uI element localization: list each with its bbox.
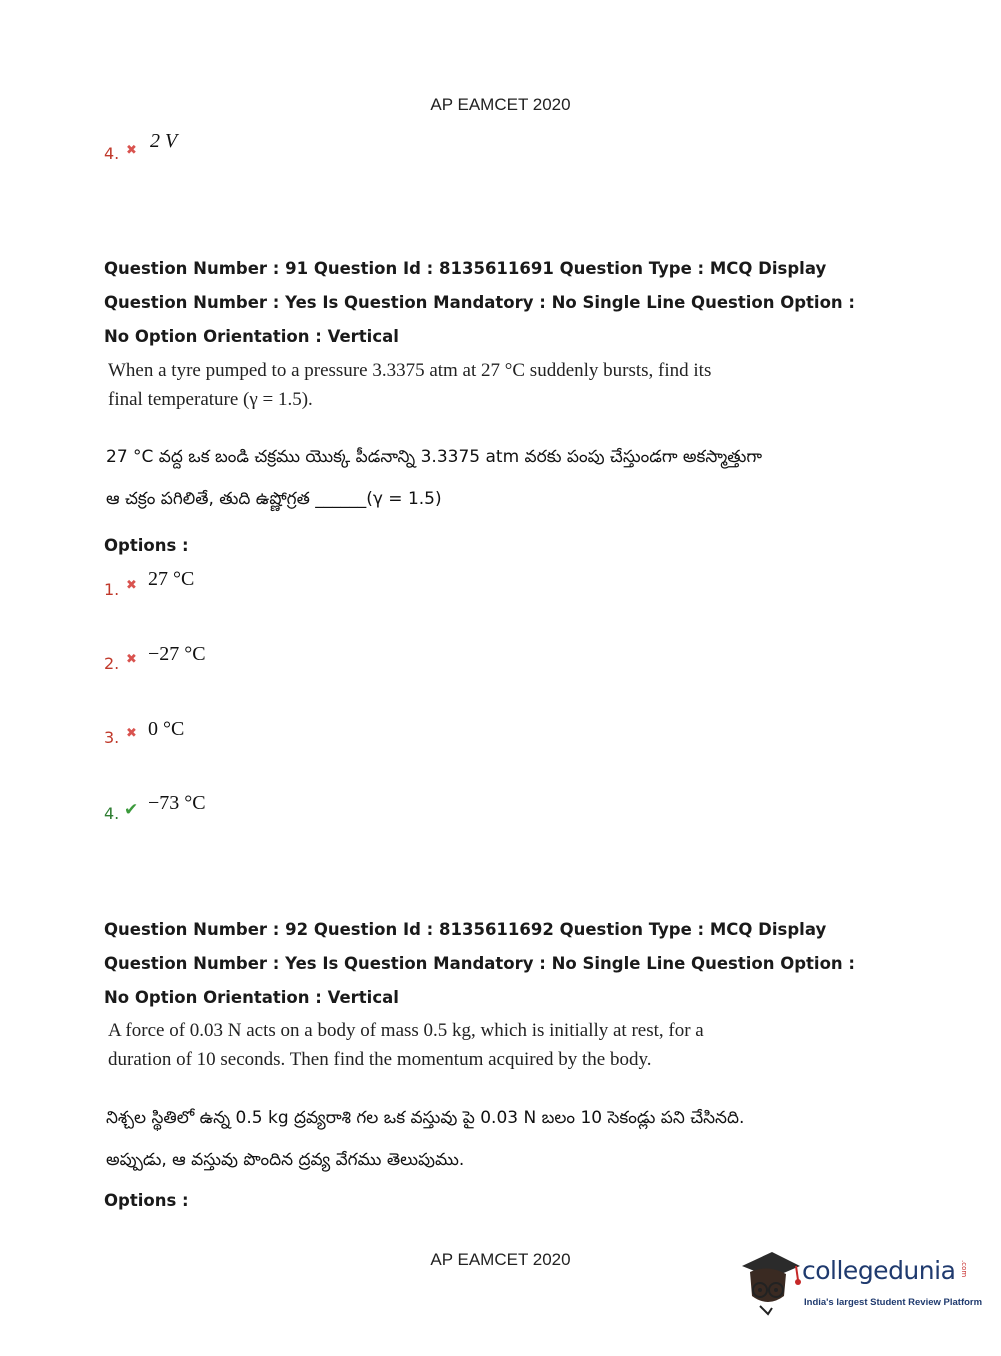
option-1: [104, 568, 404, 600]
option-value: −73 °C: [148, 792, 206, 814]
options-label: Options :: [104, 536, 189, 555]
question-text-english: A force of 0.03 N acts on a body of mass 0.5 kg, which is initially at rest, for a duration of 10 seconds. Then find the momentum acquired by the body.: [108, 1020, 704, 1070]
question-text-telugu-line-1: 27 °C వద్ద ఒక బండి చక్రము యొక్క పీడనాన్ని 3.3375 atm వరకు పంపు చేస్తుండగా అకస్మాత్తుగా: [106, 447, 763, 467]
question-text-telugu-line-2: అప్పుడు, ఆ వస్తువు పొందిన ద్రవ్య వేగము తెలుపుము.: [106, 1150, 465, 1170]
page-header: AP EAMCET 2020: [430, 95, 571, 114]
question-text-telugu-line-1: నిశ్చల స్థితిలో ఉన్న 0.5 kg ద్రవ్యరాశి గల ఒక వస్తువు పై 0.03 N బలం 10 సెకండ్లు పని చేసినది.: [106, 1108, 745, 1128]
option-value: −27 °C: [148, 643, 206, 665]
option-number: 1.: [104, 580, 120, 599]
option-number: 4.: [104, 144, 120, 163]
question-text-english: When a tyre pumped to a pressure 3.3375 atm at 27 °C suddenly bursts, find its final temperature (γ = 1.5).: [108, 360, 712, 410]
option-value: 2 V: [150, 130, 178, 152]
wrong-mark-icon: ✖: [126, 578, 137, 593]
question-meta: Question Number : 91 Question Id : 8135611691 Question Type : MCQ Display Question Number : Yes Is Question Mandatory : No Single Line Question Option : No Option Orientation : Vertical: [104, 259, 856, 346]
logo-suffix: .com: [960, 1260, 968, 1278]
check-mark-icon: ✔: [124, 800, 139, 820]
option-number: 3.: [104, 728, 120, 747]
options-label: Options :: [104, 1191, 189, 1210]
wrong-mark-icon: ✖: [126, 652, 137, 667]
option-2: [104, 643, 404, 675]
option-3: [104, 718, 404, 750]
page-footer: AP EAMCET 2020: [430, 1250, 571, 1269]
wrong-mark-icon: ✖: [126, 726, 137, 741]
logo-wordmark: collegedunia: [802, 1256, 956, 1285]
question-meta: Question Number : 92 Question Id : 8135611692 Question Type : MCQ Display Question Number : Yes Is Question Mandatory : No Single Line Question Option : No Option Orientation : Vertical: [104, 920, 856, 1007]
logo-tagline: India's largest Student Review Platform: [804, 1297, 983, 1308]
collegedunia-logo: [738, 1246, 983, 1316]
wrong-mark-icon: ✖: [126, 143, 137, 158]
option-4: [104, 792, 404, 824]
option-value: 27 °C: [148, 568, 195, 590]
mascot-icon: [738, 1246, 802, 1316]
option-value: 0 °C: [148, 718, 185, 740]
option-number: 4.: [104, 804, 120, 823]
question-text-telugu-line-2: ఆ చక్రం పగిలితే, తుది ఉష్ణోగ్రత ______(γ = 1.5): [106, 489, 442, 509]
option-number: 2.: [104, 654, 120, 673]
